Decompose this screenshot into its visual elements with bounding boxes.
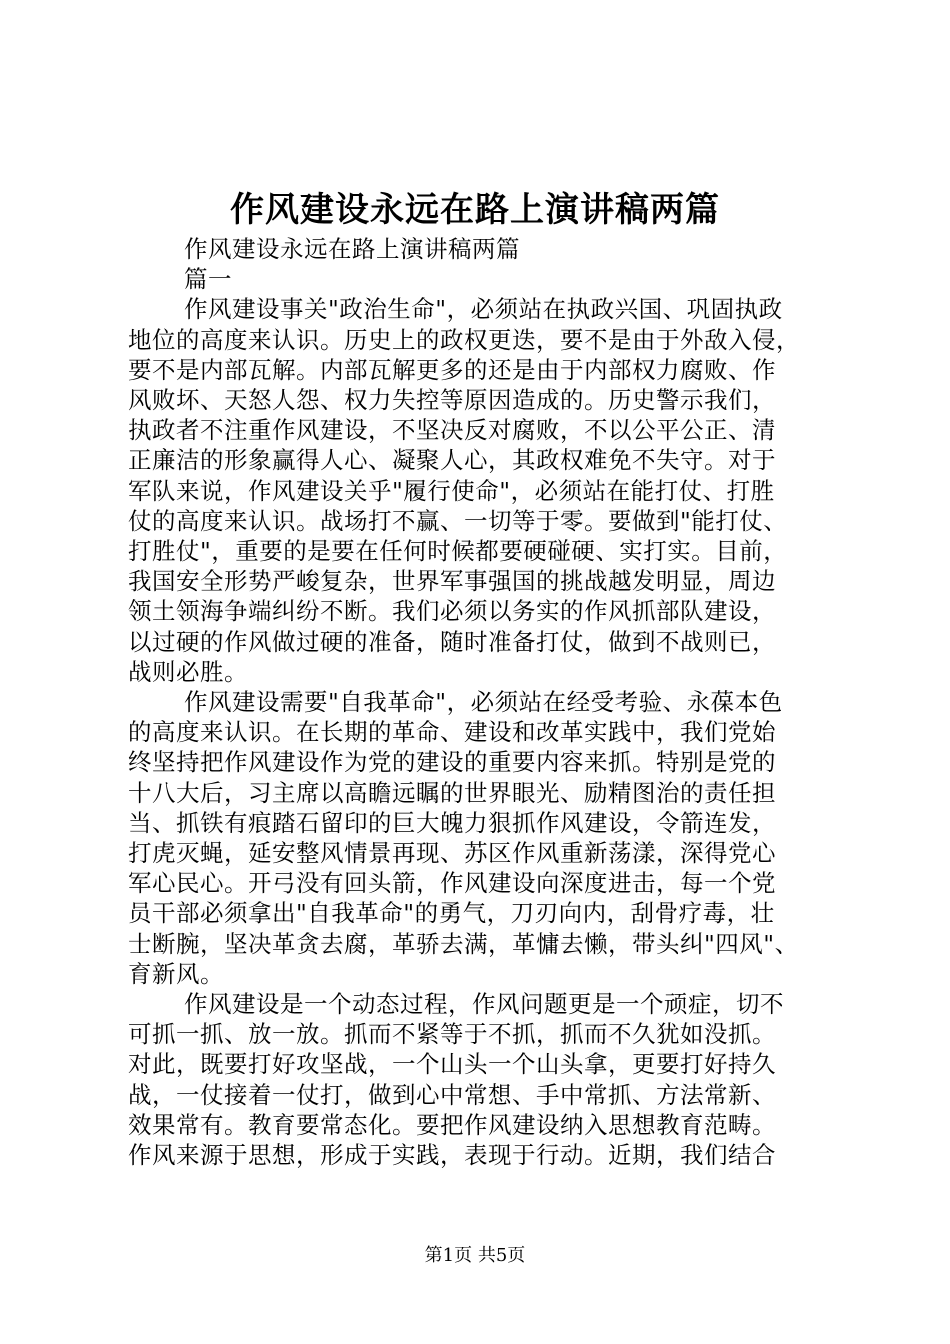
paragraph-line: 执政者不注重作风建设，不坚决反对腐败，不以公平公正、清 — [128, 416, 776, 445]
paragraph-line: 以过硬的作风做过硬的准备，随时准备打仗，做到不战则已， — [128, 627, 776, 656]
paragraph-line: 员干部必须拿出"自我革命"的勇气，刀刃向内，刮骨疗毒，壮 — [128, 899, 775, 928]
paragraph-line: 打胜仗"，重要的是要在任何时候都要硬碰硬、实打实。目前， — [128, 537, 788, 566]
paragraph-line: 士断腕，坚决革贪去腐，革骄去满，革慵去懒，带头纠"四风"、 — [128, 929, 799, 958]
section-heading: 篇一 — [184, 265, 232, 294]
subtitle-line: 作风建设永远在路上演讲稿两篇 — [184, 235, 520, 263]
paragraph-line: 终坚持把作风建设作为党的建设的重要内容来抓。特别是党的 — [128, 748, 776, 777]
paragraph-line: 要不是内部瓦解。内部瓦解更多的还是由于内部权力腐败、作 — [128, 355, 776, 384]
paragraph-line: 的高度来认识。在长期的革命、建设和改革实践中，我们党始 — [128, 718, 776, 747]
paragraph-line: 仗的高度来认识。战场打不赢、一切等于零。要做到"能打仗、 — [128, 506, 788, 535]
paragraph-line: 正廉洁的形象赢得人心、凝聚人心，其政权难免不失守。对于 — [128, 446, 776, 475]
paragraph-line: 军队来说，作风建设关乎"履行使命"，必须站在能打仗、打胜 — [128, 476, 775, 505]
paragraph-line: 效果常有。教育要常态化。要把作风建设纳入思想教育范畴。 — [128, 1110, 776, 1139]
paragraph-line: 军心民心。开弓没有回头箭，作风建设向深度进击，每一个党 — [128, 869, 776, 898]
paragraph-line: 打虎灭蝇，延安整风情景再现、苏区作风重新荡漾，深得党心 — [128, 839, 776, 868]
paragraph-line: 作风来源于思想，形成于实践，表现于行动。近期，我们结合 — [128, 1141, 776, 1170]
paragraph-line: 战则必胜。 — [128, 657, 248, 686]
paragraph-line: 当、抓铁有痕踏石留印的巨大魄力狠抓作风建设，令箭连发， — [128, 808, 776, 837]
page-footer: 第1页 共5页 — [424, 1245, 526, 1266]
paragraph-line: 作风建设是一个动态过程，作风问题更是一个顽症，切不 — [184, 990, 784, 1019]
paragraph-line: 地位的高度来认识。历史上的政权更迭，要不是由于外敌入侵， — [128, 325, 800, 354]
document-title: 作风建设永远在路上演讲稿两篇 — [230, 190, 720, 230]
document-body — [128, 234, 846, 1170]
paragraph-line: 对此，既要打好攻坚战，一个山头一个山头拿，更要打好持久 — [128, 1050, 776, 1079]
paragraph-line: 战，一仗接着一仗打，做到心中常想、手中常抓、方法常新、 — [128, 1080, 776, 1109]
paragraph-line: 作风建设需要"自我革命"，必须站在经受考验、永葆本色 — [184, 688, 783, 717]
paragraph-line: 育新风。 — [128, 959, 224, 988]
paragraph-line: 我国安全形势严峻复杂，世界军事强国的挑战越发明显，周边 — [128, 567, 776, 596]
paragraph-line: 作风建设事关"政治生命"，必须站在执政兴国、巩固执政 — [184, 295, 783, 324]
paragraph-line: 十八大后，习主席以高瞻远瞩的世界眼光、励精图治的责任担 — [128, 778, 776, 807]
paragraph-line: 风败坏、天怒人怨、权力失控等原因造成的。历史警示我们， — [128, 386, 776, 415]
paragraph-line: 领土领海争端纠纷不断。我们必须以务实的作风抓部队建设， — [128, 597, 776, 626]
paragraph-line: 可抓一抓、放一放。抓而不紧等于不抓，抓而不久犹如没抓。 — [128, 1020, 776, 1049]
